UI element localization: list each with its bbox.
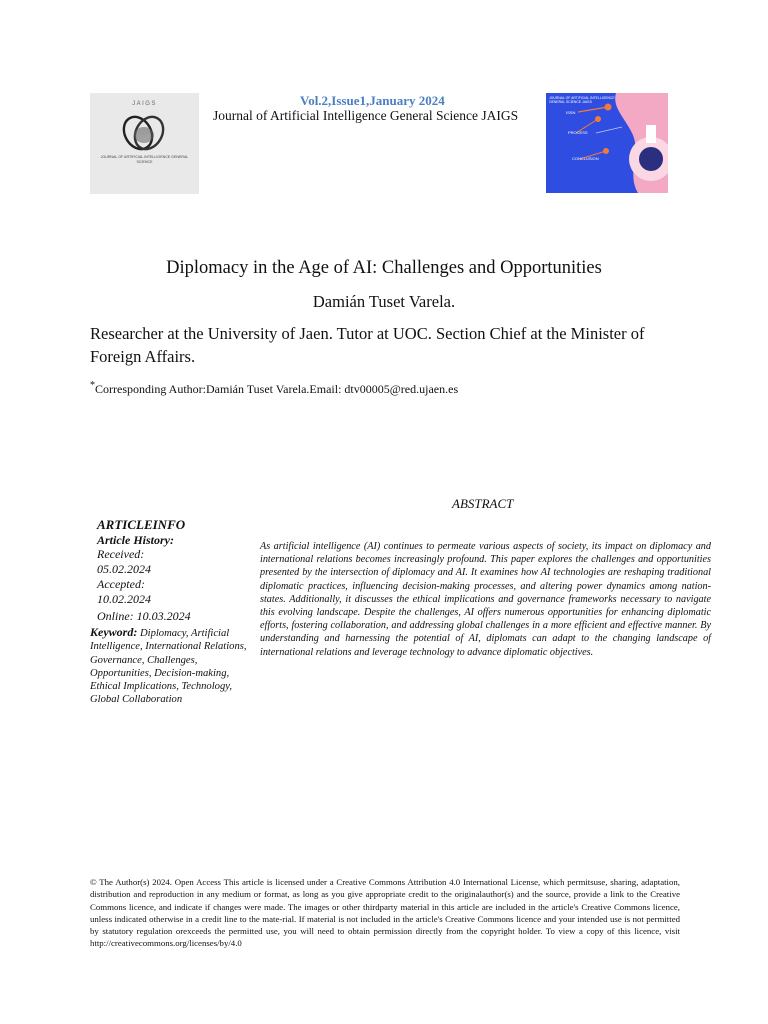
paper-title: Diplomacy in the Age of AI: Challenges and Opportunities xyxy=(166,258,602,278)
article-history-label: Article History: xyxy=(97,533,174,547)
cover-label-conclusion: CONCLUSION xyxy=(572,156,599,161)
logo-emblem-icon xyxy=(118,111,170,155)
abstract-heading: ABSTRACT xyxy=(452,496,514,511)
accepted-label: Accepted: xyxy=(97,577,145,591)
received-date: 05.02.2024 xyxy=(97,562,151,576)
accepted-date: 10.02.2024 xyxy=(97,592,151,606)
volume-issue: Vol.2,Issue1,January 2024 xyxy=(300,93,445,108)
keyword-list: Diplomacy, Artificial Intelligence, International Relations, Governance, Challenges, Opportunities, Decision-making, Ethical Implications, Technology, Global Collaboration xyxy=(90,628,247,706)
paper-author: Damián Tuset Varela. xyxy=(312,292,456,311)
author-affiliation: Researcher at the University of Jaen. Tutor at UOC. Section Chief at the Minister of Foreign Affairs. xyxy=(90,324,645,366)
journal-name: Journal of Artificial Intelligence General Science JAIGS xyxy=(213,108,519,123)
cover-title: JOURNAL OF ARTIFICIAL INTELLIGENCE GENERAL SCIENCE JAIGS xyxy=(549,96,615,104)
logo-caption: JOURNAL OF ARTIFICIAL INTELLIGENCE GENERAL SCIENCE xyxy=(100,155,189,164)
corresponding-text: Corresponding Author:Damián Tuset Varela.Email: dtv00005@red.ujaen.es xyxy=(95,382,459,396)
received-label: Received: xyxy=(97,547,145,561)
cover-label-issn: ISSN xyxy=(566,110,576,115)
logo-acronym: JAIGS xyxy=(132,101,157,107)
journal-logo xyxy=(90,93,199,194)
cover-artwork xyxy=(546,93,668,193)
cover-label-process: PROCESS xyxy=(568,130,588,135)
license-notice: © The Author(s) 2024. Open Access This article is licensed under a Creative Commons Attribution 4.0 International License, which permitsuse, sharing, adaptation, distribution and reproduction in any medium or format, as long as you give appropriate credit to the originalauthor(s) and the source, provide a link to the Creative Commons licence, and indicate if changes were made. The images or other thirdparty material in this article are included in the article's Creative Commons licence, unless indicated otherwise in a credit line to the mate-rial. If material is not included in the article's Creative Commons licence and your intended use is not permitted by statutory regulation orexceeds the permitted use, you will need to obtain permission directly from the copyright holder. To view a copy of this licence, visit http://creativecommons.org/licenses/by/4.0 xyxy=(90,877,680,949)
keyword-label: Keyword: xyxy=(90,625,138,639)
corresponding-author xyxy=(90,380,458,397)
article-info-heading: ARTICLEINFO xyxy=(97,517,186,532)
online-date: Online: 10.03.2024 xyxy=(97,609,191,623)
journal-cover-image xyxy=(546,93,668,193)
keywords xyxy=(90,626,250,707)
corresponding-mark: * xyxy=(90,380,95,391)
abstract-text: As artificial intelligence (AI) continues to permeate various aspects of society, its impact on diplomacy and international relations becomes increasingly profound. This paper explores the challenges and opportunities presented by the intersection of diplomacy and AI. It examines how AI technologies are reshaping traditional diplomatic practices, influencing decision-making processes, and altering power dynamics among nation-states. Additionally, it discusses the ethical implications and governance frameworks necessary to navigate this evolving landscape. Despite the challenges, AI offers numerous opportunities for enhancing diplomatic efforts, fostering collaboration, and addressing global challenges in a more efficient and effective manner. By understanding and harnessing the potential of AI, diplomats can adapt to the changing landscape of international relations and leverage technology to advance diplomatic objectives. xyxy=(260,541,711,658)
